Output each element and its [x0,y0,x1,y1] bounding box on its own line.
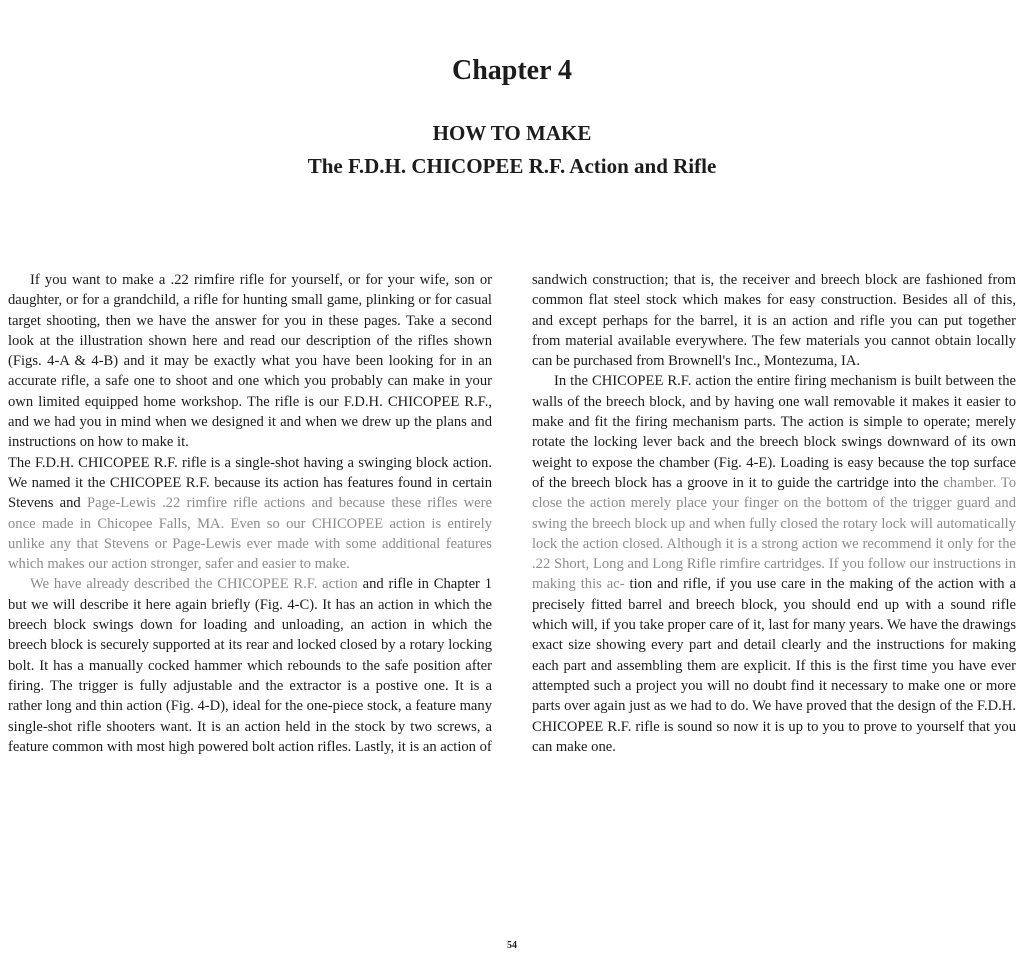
right-paragraph-2 [532,371,1016,757]
left-paragraph-1: If you want to make a .22 rimfire rifle for yourself, or for your wife, son or daughter, or for a grandchild, a rifle for hunting small game, plinking or for casual target shooting, then we have the answer for you in these pages. Take a second look at the illustration shown here and read our description of the rifles shown (Figs. 4-A & 4-B) and it may be exactly what you have been looking for in an accurate rifle, a safe one to shoot and one which you probably can make in your own limited equipped home workshop. The rifle is our F.D.H. CHICOPEE R.F., and we had you in mind when we designed it and when we drew up the plans and instructions on how to make it. [8,272,492,451]
left-paragraph-2-text: The F.D.H. CHICOPEE R.F. rifle is a single-shot having a swinging block action. We named it the CHICOPEE R.F. because its action has features found in certain Stevens and [8,454,492,512]
page-number: 54 [507,940,517,951]
right-paragraph-2-text: In the CHICOPEE R.F. action the entire firing mechanism is built between the walls of the breech block, and by having one wall removable it makes it easier to make and fit the firing mechanism parts. The action is simple to operate; merely rotate the locking lever back and the breech block swings downward of its own weight to expose the chamber (Fig. 4-E). Loading is easy because the top surface of the breech block has a groove in it to guide the cartridge into the [532,373,1016,491]
right-paragraph-1: sandwich construction; that is, the receiver and breech block are fashioned from common flat steel stock which makes for easy construction. Besides all of this, and except perhaps for the barrel, it is an action and rifle you can put together from material available everywhere. The few materials you cannot obtain locally can be purchased from Brownell's Inc., Montezuma, IA. [532,272,1016,370]
chapter-title: Chapter 4 [451,55,573,86]
left-paragraph-3-faded-text: We have already described the CHICOPEE R.F. action [30,576,358,593]
heading-line-1: HOW TO MAKE [432,121,592,145]
left-paragraph-3-text: and rifle in Chapter 1 but we will describe it here again briefly (Fig. 4-C). It has an action in which the breech block swings down for loading and unloading, an action in which the breech block is securely supported at its rear and locked closed by a rotary locking bolt. It has a manually cocked hammer which rebounds to the safe position after firing. The trigger is fully adjustable and the extractor is a postive one. It is a rather long and thin action (Fig. 4-D), ideal for the one-piece stock, a feature many single-shot rifle shooters want. It is an action held in the stock by two screws, a feature common with most high powered bolt action rifles. Lastly, it is an action of [8,576,492,755]
right-paragraph-2-end-text: tion and rifle, if you use care in the making of the action with a precisely fitted barrel and breech block, you should end up with a sound rifle which will, if you take proper care of it, last for many years. We have the drawings exact size showing every part and detail clearly and the instructions for making each part and assembling them are explicit. If this is the first time you have ever attempted such a project you will no doubt find it necessary to make one or more parts over again just as we had to do. We have proved that the design of the F.D.H. CHICOPEE R.F. rifle is sound so now it is up to you to prove to yourself that you can make one. [532,576,1016,755]
left-paragraph-3 [8,574,492,757]
left-column [8,270,492,757]
right-column [532,270,1016,757]
right-paragraph-2-faded-text: chamber. To close the action merely place your finger on the bottom of the trigger guard and swing the breech block up and when fully closed the rotary lock will automatically lock the action closed. Although it is a strong action we recommend it only for the .22 Short, Long and Long Rifle rimfire cartridges. If you follow our instructions in making this ac- [532,474,1016,593]
left-paragraph-2 [8,453,492,575]
heading-line-2: The F.D.H. CHICOPEE R.F. Action and Rifle [307,154,717,178]
left-paragraph-2-faded-text: Page-Lewis .22 rimfire rifle actions and because these rifles were once made in Chicopee Falls, MA. Even so our CHICOPEE action is entirely unlike any that Stevens or Page-Lewis ever made with some additional features which makes our action stronger, safer and easier to make. [8,495,492,573]
